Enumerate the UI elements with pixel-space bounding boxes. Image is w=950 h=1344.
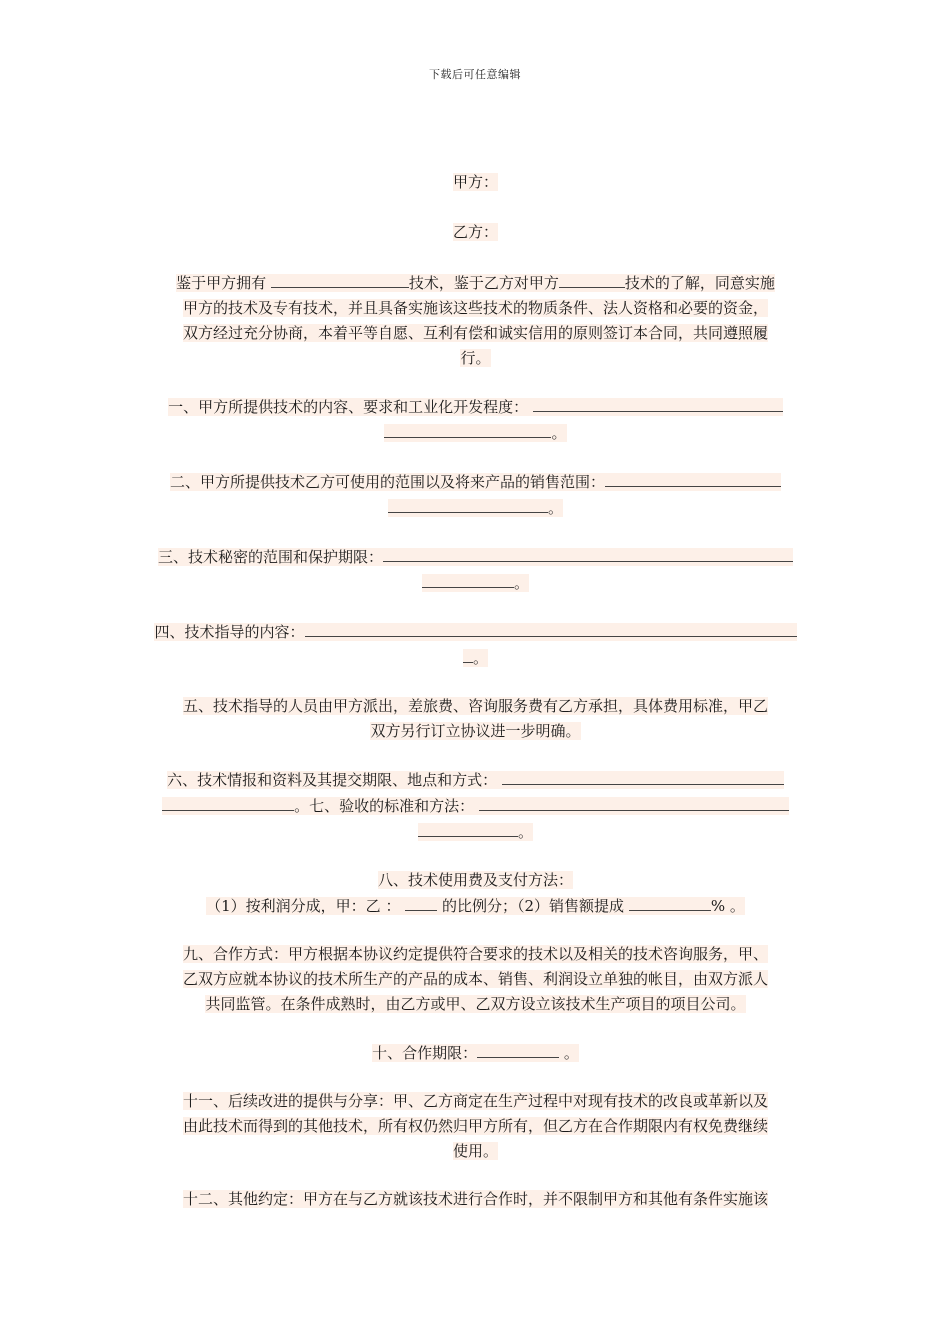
clause-9-line-1: 九、合作方式：甲方根据本协议约定提供符合要求的技术以及相关的技术咨询服务，甲、	[182, 945, 768, 963]
clause-8-option-1: （1）按利润分成，甲：乙 ：	[206, 897, 401, 915]
clause-1-text: 一、甲方所提供技术的内容、要求和工业化开发程度：	[168, 398, 529, 416]
clause-7-blank-2[interactable]	[418, 819, 518, 837]
preamble-line-2: 甲方的技术及专有技术，并且具备实施该这些技术的物质条件、法人资格和必要的资金，	[182, 299, 768, 317]
clause-8-percent-blank[interactable]	[629, 893, 711, 911]
clause-3-blank[interactable]	[383, 544, 793, 562]
clause-5-line-2: 双方另行订立协议进一步明确。	[370, 722, 581, 740]
party-a-line	[144, 170, 807, 195]
clause-3: 三、技术秘密的范围和保护期限： 。	[144, 544, 807, 596]
clause-8	[144, 868, 807, 919]
party-a-label: 甲方：	[452, 173, 498, 191]
clause-7-blank[interactable]	[479, 793, 789, 811]
clause-8-percent-sign: % 。	[710, 897, 745, 915]
preamble-text-2: 技术，鉴于乙方对甲方	[408, 274, 559, 292]
clause-3-blank-2[interactable]	[422, 570, 514, 588]
preamble-text-1: 鉴于甲方拥有	[176, 274, 267, 292]
preamble	[144, 270, 807, 371]
clause-12-line-1: 十二、其他约定：甲方在与乙方就该技术进行合作时，并不限制甲方和其他有条件实施该	[182, 1190, 768, 1208]
clause-2-text: 二、甲方所提供技术乙方可使用的范围以及将来产品的销售范围：	[169, 473, 605, 491]
clause-1-blank[interactable]	[533, 394, 783, 412]
clause-8-option-2: 的比例分；（2）销售额提成	[442, 897, 625, 915]
party-b-line	[144, 220, 807, 245]
header-note: 下载后可任意编辑	[429, 68, 521, 81]
preamble-line-3: 双方经过充分协商，本着平等自愿、互利有偿和诚实信用的原则签订本合同，共同遵照履	[182, 324, 768, 342]
clause-8-ratio-blank[interactable]	[405, 893, 437, 911]
clause-11-line-1: 十一、后续改进的提供与分享：甲、乙方商定在生产过程中对现有技术的改良或革新以及	[182, 1092, 768, 1110]
preamble-line-4: 行。	[460, 349, 491, 367]
clause-9-line-3: 共同监管。在条件成熟时，由乙方或甲、乙双方设立该技术生产项目的项目公司。	[205, 995, 746, 1013]
clause-6-text: 六、技术情报和资料及其提交期限、地点和方式：	[167, 771, 498, 789]
clause-8-title: 八、技术使用费及支付方法：	[377, 871, 573, 889]
clause-3-text: 三、技术秘密的范围和保护期限：	[157, 548, 383, 566]
clause-6-blank[interactable]	[502, 767, 784, 785]
clause-12	[144, 1187, 807, 1212]
clause-4-blank-2[interactable]	[463, 645, 473, 663]
clause-1-blank-2[interactable]	[384, 420, 551, 438]
blank-tech-name[interactable]	[271, 270, 409, 288]
contract-body	[144, 170, 807, 1212]
clause-5	[144, 694, 807, 744]
clause-2: 二、甲方所提供技术乙方可使用的范围以及将来产品的销售范围： 。	[144, 469, 807, 521]
clause-7-text: 。七、验收的标准和方法：	[294, 797, 475, 815]
clause-6-blank-2[interactable]	[162, 793, 294, 811]
clause-2-blank-2[interactable]	[388, 495, 548, 513]
clause-10-blank[interactable]	[477, 1040, 559, 1058]
blank-tech-name-2[interactable]	[559, 270, 625, 288]
clause-10-text: 十、合作期限：	[372, 1044, 478, 1062]
party-b-label: 乙方：	[452, 223, 498, 241]
clause-11-line-3: 使用。	[452, 1142, 498, 1160]
clause-1: 一、甲方所提供技术的内容、要求和工业化开发程度： 。	[144, 394, 807, 446]
clause-4: 四、技术指导的内容： 。	[144, 619, 807, 671]
preamble-text-3: 技术的了解，同意实施	[624, 274, 775, 292]
clause-9-line-2: 乙双方应就本协议的技术所生产的产品的成本、销售、利润设立单独的帐目，由双方派人	[182, 970, 768, 988]
clause-11-line-2: 由此技术而得到的其他技术，所有权仍然归甲方所有，但乙方在合作期限内有权免费继续	[182, 1117, 768, 1135]
clause-6-7: 六、技术情报和资料及其提交期限、地点和方式： 。七、验收的标准和方法： 。	[144, 767, 807, 845]
clause-2-blank[interactable]	[605, 469, 781, 487]
clause-4-text: 四、技术指导的内容：	[154, 623, 305, 641]
clause-5-line-1: 五、技术指导的人员由甲方派出，差旅费、咨询服务费有乙方承担，具体费用标准，甲乙	[182, 697, 768, 715]
clause-10: 十、合作期限： 。	[144, 1040, 807, 1066]
clause-11	[144, 1089, 807, 1164]
clause-4-blank[interactable]	[305, 619, 797, 637]
clause-9	[144, 942, 807, 1017]
